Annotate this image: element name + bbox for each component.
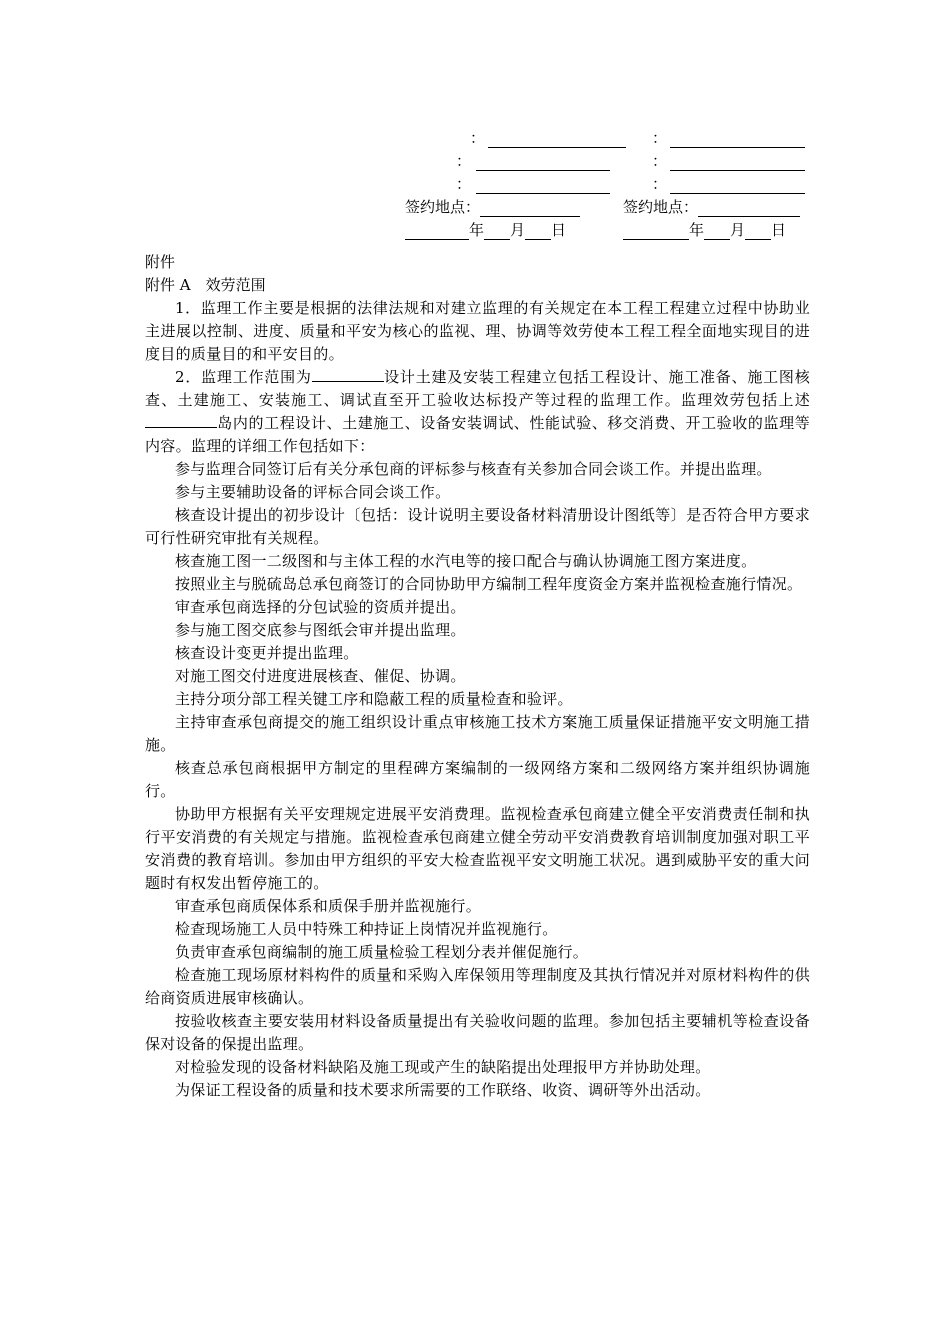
list-item: 审查承包商选择的分包试验的资质并提出。: [175, 598, 466, 616]
list-item: 检查施工现场原材料构件的质量和采购入库保领用等理制度及其执行情况并对原材料构件的供给商资质进展审核确认。: [145, 966, 810, 1007]
paragraph-2-part-c: 岛内的工程设计、土建施工、设备安装调试、性能试验、移交消费、开工验收的监理等内容。监理的详细工作包括如下：: [145, 414, 810, 455]
year-label-right: 年: [689, 221, 705, 239]
scope-blank-2: [145, 412, 217, 428]
colon-left: ：: [456, 175, 472, 193]
signature-blank-right: [670, 156, 805, 171]
list-item: 按照业主与脱硫岛总承包商签订的合同协助甲方编制工程年度资金方案并监视检查施行情况。: [175, 575, 803, 593]
place-label-right: 签约地点：: [623, 198, 699, 216]
attachment-heading: 附件: [145, 253, 176, 271]
colon-left: ：: [470, 129, 486, 147]
list-item: 主持分项分部工程关键工序和隐蔽工程的质量检查和验评。: [175, 690, 573, 708]
place-blank-left: [480, 202, 580, 217]
list-item: 核查总承包商根据甲方制定的里程碑方案编制的一级网络方案和二级网络方案并组织协调施行。: [145, 759, 810, 800]
colon-right: ：: [652, 152, 668, 170]
paragraph-1: 1．监理工作主要是根据的法律法规和对建立监理的有关规定在本工程工程建立过程中协助业主进展以控制、进度、质量和平安为核心的监视、理、协调等效劳使本工程工程全面地实现目的进度目的质量目的和平安目的。: [145, 299, 810, 363]
signature-blank-left: [476, 156, 610, 171]
year-blank-left: [405, 225, 469, 240]
list-item: 核查设计变更并提出监理。: [175, 644, 359, 662]
list-item: 负责审查承包商编制的施工质量检验工程划分表并催促施行。: [175, 943, 589, 961]
colon-right: ：: [652, 129, 668, 147]
list-item: 核查设计提出的初步设计〔包括：设计说明主要设备材料清册设计图纸等〕是否符合甲方要求可行性研究审批有关规程。: [145, 506, 810, 547]
list-item: 参与施工图交底参与图纸会审并提出监理。: [175, 621, 466, 639]
paragraph-2-part-a: 2．监理工作范围为: [175, 368, 312, 386]
list-item: 审查承包商质保体系和质保手册并监视施行。: [175, 897, 482, 915]
signature-blank-left: [476, 179, 610, 194]
list-item: 主持审查承包商提交的施工组织设计重点审核施工技术方案施工质量保证措施平安文明施工措施。: [145, 713, 810, 754]
list-item: 参与主要辅助设备的评标合同会谈工作。: [175, 483, 451, 501]
day-label-right: 日: [771, 221, 787, 239]
day-blank-right: [745, 225, 771, 240]
list-item: 协助甲方根据有关平安理规定进展平安消费理。监视检查承包商建立健全平安消费责任制和执行平安消费的有关规定与措施。监视检查承包商建立健全劳动平安消费教育培训制度加强对职工平安消费的教育培训。参加由甲方组织的平安大检查监视平安文明施工状况。遇到威胁平安的重大问题时有权发出暂停施工的。: [145, 805, 810, 892]
colon-right: ：: [652, 175, 668, 193]
year-label-left: 年: [469, 221, 485, 239]
month-blank-right: [704, 225, 730, 240]
signature-blank-left: [488, 133, 626, 148]
list-item: 对检验发现的设备材料缺陷及施工现或产生的缺陷提出处理报甲方并协助处理。: [175, 1058, 711, 1076]
colon-left: ：: [456, 152, 472, 170]
signature-date-row: [400, 220, 820, 243]
signature-blank-right: [670, 133, 805, 148]
list-item: 检查现场施工人员中特殊工种持证上岗情况并监视施行。: [175, 920, 558, 938]
day-label-left: 日: [551, 221, 567, 239]
place-label-left: 签约地点：: [405, 198, 481, 216]
paragraph-2-part-b: 设计土建及安装工程建立包括工程设计、施工准备、施工图核查、土建施工、安装施工、调试直至开工验收达标投产等过程的监理工作。监理效劳包括上述: [145, 368, 810, 409]
place-blank-right: [698, 202, 800, 217]
paragraph-2: [145, 366, 810, 458]
month-label-left: 月: [510, 221, 526, 239]
signature-blank-right: [670, 179, 805, 194]
signature-place-row: [400, 197, 820, 220]
day-blank-left: [525, 225, 551, 240]
signature-row-2: [400, 151, 820, 174]
signature-block: [400, 128, 820, 243]
list-item: 核查施工图一二级图和与主体工程的水汽电等的接口配合与确认协调施工图方案进度。: [175, 552, 757, 570]
month-blank-left: [484, 225, 510, 240]
document-body: [145, 251, 810, 1102]
list-item: 按验收核查主要安装用材料设备质量提出有关验收问题的监理。参加包括主要辅机等检查设备保对设备的保提出监理。: [145, 1012, 810, 1053]
list-item: 对施工图交付进度进展核查、催促、协调。: [175, 667, 466, 685]
year-blank-right: [623, 225, 689, 240]
list-item: 参与监理合同签订后有关分承包商的评标参与核查有关参加合同会谈工作。并提出监理。: [175, 460, 772, 478]
month-label-right: 月: [730, 221, 746, 239]
signature-row-3: [400, 174, 820, 197]
attachment-a-heading: 附件 A 效劳范围: [145, 276, 266, 294]
signature-row-1: [400, 128, 820, 151]
list-item: 为保证工程设备的质量和技术要求所需要的工作联络、收资、调研等外出活动。: [175, 1081, 711, 1099]
scope-blank-1: [312, 366, 384, 382]
